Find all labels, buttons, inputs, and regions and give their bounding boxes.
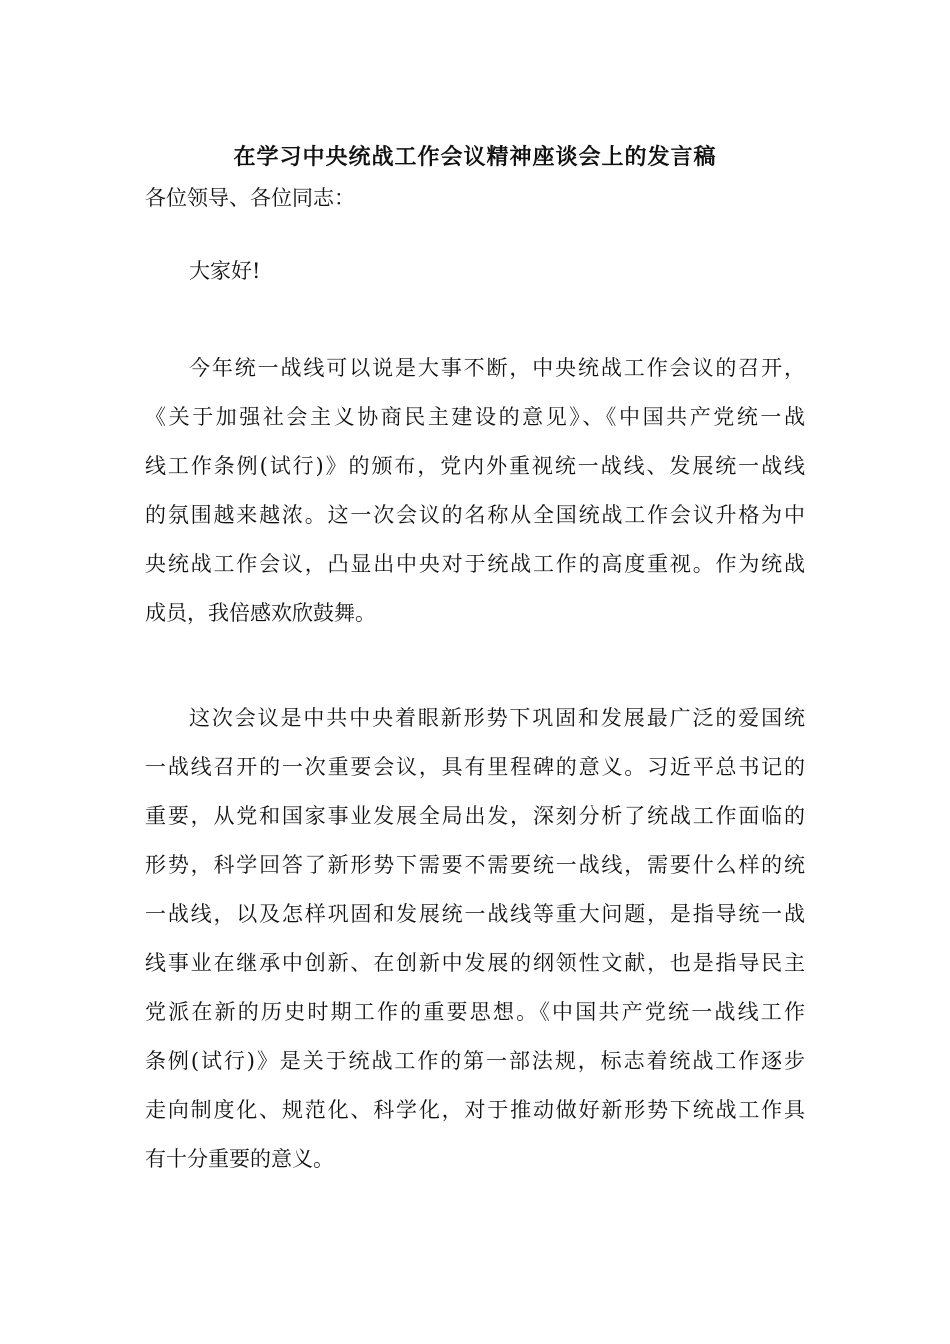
paragraph-line: 有十分重要的意义。	[145, 1147, 334, 1171]
document-title: 在学习中央统战工作会议精神座谈会上的发言稿	[233, 144, 717, 170]
paragraph-1	[145, 353, 805, 647]
paragraph-line: 的氛围越来越浓。这一次会议的名称从全国统战工作会议升格为中	[145, 503, 805, 527]
paragraph-line: 条例(试行)》是关于统战工作的第一部法规，标志着统战工作逐步	[145, 1049, 805, 1073]
paragraph-line: 一战线，以及怎样巩固和发展统一战线等重大问题，是指导统一战	[145, 902, 805, 926]
paragraph-line: 形势，科学回答了新形势下需要不需要统一战线，需要什么样的统	[145, 853, 805, 877]
salutation	[145, 183, 805, 232]
paragraph-line: 《关于加强社会主义协商民主建设的意见》、《中国共产党统一战	[145, 405, 805, 429]
paragraph-line: 一战线召开的一次重要会议，具有里程碑的意义。习近平总书记的	[145, 755, 805, 779]
paragraph-line: 线事业在继承中创新、在创新中发展的纲领性文献，也是指导民主	[145, 951, 805, 975]
greeting	[145, 256, 805, 305]
paragraph-line: 线工作条例(试行)》的颁布，党内外重视统一战线、发展统一战线	[145, 454, 805, 478]
greeting-text: 大家好!	[189, 259, 261, 283]
paragraph-line: 重要，从党和国家事业发展全局出发，深刻分析了统战工作面临的	[145, 804, 805, 828]
paragraph-2	[145, 703, 805, 1193]
paragraph-line: 走向制度化、规范化、科学化，对于推动做好新形势下统战工作具	[145, 1098, 805, 1122]
paragraph-line: 央统战工作会议，凸显出中央对于统战工作的高度重视。作为统战	[145, 552, 805, 576]
paragraph-line: 成员，我倍感欢欣鼓舞。	[145, 601, 376, 625]
paragraph-line: 今年统一战线可以说是大事不断，中央统战工作会议的召开，	[189, 356, 805, 380]
paragraph-line: 这次会议是中共中央着眼新形势下巩固和发展最广泛的爱国统	[189, 706, 805, 730]
salutation-text: 各位领导、各位同志：	[145, 186, 355, 210]
paragraph-line: 党派在新的历史时期工作的重要思想。《中国共产党统一战线工作	[145, 1000, 805, 1024]
